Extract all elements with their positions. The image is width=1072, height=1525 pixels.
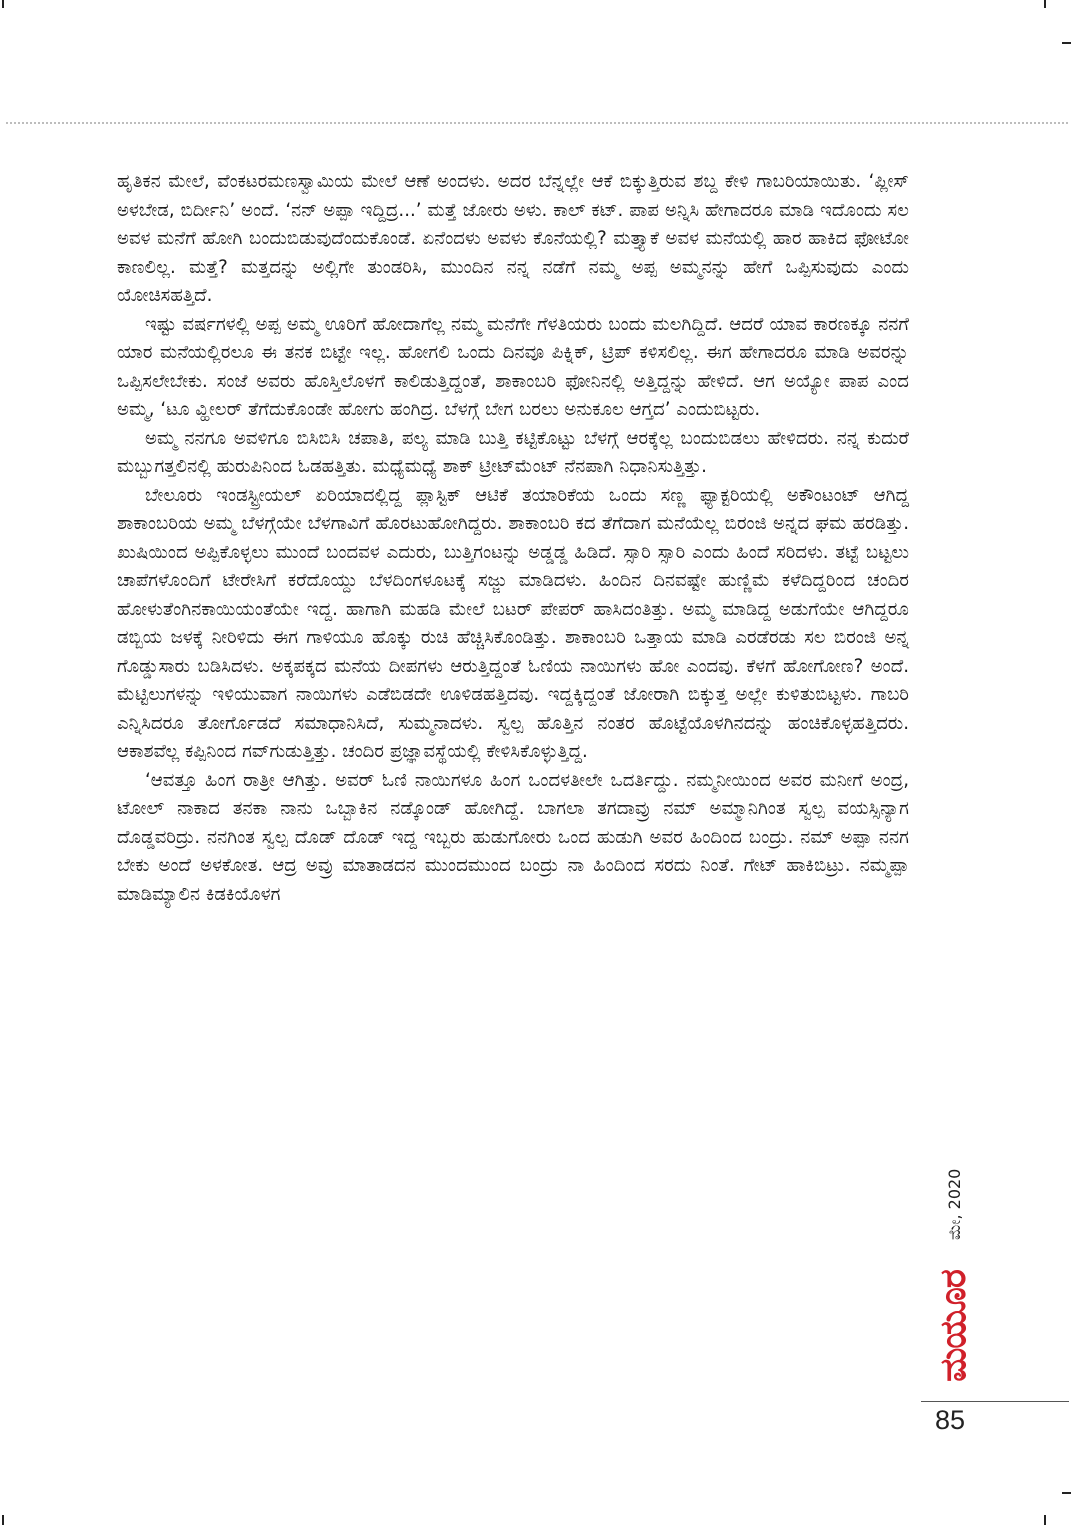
magazine-logo: ಮಯೂರ bbox=[933, 1270, 974, 1382]
paragraph: ಬೇಲೂರು ಇಂಡಸ್ಟ್ರೀಯಲ್ ಏರಿಯಾದಲ್ಲಿದ್ದ ಪ್ಲಾಸ್ಟಿಕ್ ಆಟಿಕೆ ತಯಾರಿಕೆಯ ಒಂದು ಸಣ್ಣ ಫ್ಯಾಕ್ಟರಿಯಲ್ಲಿ ಅಕೌಂಟಂಟ್ ಆಗಿದ್ದ ಶಾಕಾಂಬರಿಯ ಅಮ್ಮ ಬೆಳಗ್ಗೆಯೇ ಬೆಳಗಾವಿಗೆ ಹೊರಟುಹೋಗಿದ್ದರು. ಶಾಕಾಂಬರಿ ಕದ ತೆಗೆದಾಗ ಮನೆಯೆಲ್ಲ ಬಿರಂಜಿ ಅನ್ನದ ಘಮ ಹರಡಿತ್ತು. ಖುಷಿಯಿಂದ ಅಪ್ಪಿಕೊಳ್ಳಲು ಮುಂದೆ ಬಂದವಳ ಎದುರು, ಬುತ್ತಿಗಂಟನ್ನು ಅಡ್ಡಡ್ಡ ಹಿಡಿದೆ. ಸ್ಸಾರಿ ಸ್ಸಾರಿ ಎಂದು ಹಿಂದೆ ಸರಿದಳು. ತಟ್ಟೆ ಬಟ್ಟಲು ಚಾಪೆಗಳೊಂದಿಗೆ ಟೇರೇಸಿಗೆ ಕರೆದೊಯ್ದು ಬೆಳದಿಂಗಳೂಟಕ್ಕೆ ಸಜ್ಜು ಮಾಡಿದಳು. ಹಿಂದಿನ ದಿನವಷ್ಟೇ ಹುಣ್ಣಿಮೆ ಕಳೆದಿದ್ದರಿಂದ ಚಂದಿರ ಹೋಳುತೆಂಗಿನಕಾಯಿಯಂತೆಯೇ ಇದ್ದ. ಹಾಗಾಗಿ ಮಹಡಿ ಮೇಲೆ ಬಟರ್ ಪೇಪರ್ ಹಾಸಿದಂತಿತ್ತು. ಅಮ್ಮ ಮಾಡಿದ್ದ ಅಡುಗೆಯೇ ಆಗಿದ್ದರೂ ಡಬ್ಬಿಯ ಜಳಕ್ಕೆ ನೀರಿಳಿದು ಈಗ ಗಾಳಿಯೂ ಹೊಕ್ಕು ರುಚಿ ಹೆಚ್ಚಿಸಿಕೊಂಡಿತ್ತು. ಶಾಕಾಂಬರಿ ಒತ್ತಾಯ ಮಾಡಿ ಎರಡೆರಡು ಸಲ ಬಿರಂಜಿ ಅನ್ನ ಗೊಡ್ಡುಸಾರು ಬಡಿಸಿದಳು. ಅಕ್ಕಪಕ್ಕದ ಮನೆಯ ದೀಪಗಳು ಆರುತ್ತಿದ್ದಂತೆ ಓಣಿಯ ನಾಯಿಗಳು ಹೋ ಎಂದವು. ಕೆಳಗೆ ಹೋಗೋಣ? ಅಂದೆ. ಮೆಟ್ಟಿಲುಗಳನ್ನು ಇಳಿಯುವಾಗ ನಾಯಿಗಳು ಎಡೆಬಿಡದೇ ಊಳಿಡಹತ್ತಿದವು. ಇದ್ದಕ್ಕಿದ್ದಂತೆ ಜೋರಾಗಿ ಬಿಕ್ಕುತ್ತ ಅಲ್ಲೇ ಕುಳಿತುಬಿಟ್ಟಳು. ಗಾಬರಿ ಎನ್ನಿಸಿದರೂ ತೋರ್ಗೊಡದೆ ಸಮಾಧಾನಿಸಿದೆ, ಸುಮ್ಮನಾದಳು. ಸ್ವಲ್ಪ ಹೊತ್ತಿನ ನಂತರ ಹೊಟ್ಟೆಯೊಳಗಿನದನ್ನು ಹಂಚಿಕೊಳ್ಳಹತ್ತಿದರು. ಆಕಾಶವೆಲ್ಲ ಕಪ್ಪಿನಿಂದ ಗವ್‌ಗುಡುತ್ತಿತ್ತು. ಚಂದಿರ ಪ್ರಜ್ಞಾವಸ್ಥೆಯಲ್ಲಿ ಕೇಳಿಸಿಕೊಳ್ಳುತ್ತಿದ್ದ. bbox=[117, 484, 909, 762]
paragraph: ಹೃತಿಕನ ಮೇಲೆ, ವೆಂಕಟರಮಣಸ್ವಾಮಿಯ ಮೇಲೆ ಆಣೆ ಅಂದಳು. ಅದರ ಬೆನ್ನಲ್ಲೇ ಆಕೆ ಬಿಕ್ಕುತ್ತಿರುವ ಶಬ್ದ ಕೇಳಿ ಗಾಬರಿಯಾಯಿತು. ‘ಪ್ಲೀಸ್ ಅಳಬೇಡ, ಬಿರ್ದೀನಿ’ ಅಂದೆ. ‘ನನ್ ಅಪ್ಪಾ ಇದ್ದಿದ್ರ...’ ಮತ್ತೆ ಜೋರು ಅಳು. ಕಾಲ್ ಕಟ್. ಪಾಪ ಅನ್ನಿಸಿ ಹೇಗಾದರೂ ಮಾಡಿ ಇದೊಂದು ಸಲ ಅವಳ ಮನೆಗೆ ಹೋಗಿ ಬಂದುಬಿಡುವುದೆಂದುಕೊಂಡೆ. ಏನೆಂದಳು ಅವಳು ಕೊನೆಯಲ್ಲಿ? ಮತ್ತ್ಯಾಕೆ ಅವಳ ಮನೆಯಲ್ಲಿ ಹಾರ ಹಾಕಿದ ಫೋಟೋ ಕಾಣಲಿಲ್ಲ. ಮತ್ತೆ? ಮತ್ತದನ್ನು ಅಲ್ಲಿಗೇ ತುಂಡರಿಸಿ, ಮುಂದಿನ ನನ್ನ ನಡೆಗೆ ನಮ್ಮ ಅಪ್ಪ ಅಮ್ಮನನ್ನು ಹೇಗೆ ಒಪ್ಪಿಸುವುದು ಎಂದು ಯೋಚಿಸಹತ್ತಿದೆ. bbox=[117, 171, 909, 306]
article-body bbox=[117, 168, 909, 909]
header-dotted-divider bbox=[6, 122, 1068, 124]
crop-mark bbox=[2, 1515, 4, 1525]
crop-mark bbox=[2, 0, 4, 8]
paragraph: ಇಷ್ಟು ವರ್ಷಗಳಲ್ಲಿ ಅಪ್ಪ ಅಮ್ಮ ಊರಿಗೆ ಹೋದಾಗೆಲ್ಲ ನಮ್ಮ ಮನೆಗೇ ಗೆಳತಿಯರು ಬಂದು ಮಲಗಿದ್ದಿದೆ. ಆದರೆ ಯಾವ ಕಾರಣಕ್ಕೂ ನನಗೆ ಯಾರ ಮನೆಯಲ್ಲಿರಲೂ ಈ ತನಕ ಬಿಟ್ಟೇ ಇಲ್ಲ. ಹೋಗಲಿ ಒಂದು ದಿನವೂ ಪಿಕ್ನಿಕ್, ಟ್ರಿಪ್ ಕಳಿಸಲಿಲ್ಲ. ಈಗ ಹೇಗಾದರೂ ಮಾಡಿ ಅವರನ್ನು ಒಪ್ಪಿಸಲೇಬೇಕು. ಸಂಜೆ ಅವರು ಹೊಸ್ತಿಲೊಳಗೆ ಕಾಲಿಡುತ್ತಿದ್ದಂತೆ, ಶಾಕಾಂಬರಿ ಫೋನಿನಲ್ಲಿ ಅತ್ತಿದ್ದನ್ನು ಹೇಳಿದೆ. ಆಗ ಅಯ್ಯೋ ಪಾಪ ಎಂದ ಅಮ್ಮ, ‘ಟೂ ವ್ಹೀಲರ್ ತೆಗೆದುಕೊಂಡೇ ಹೋಗು ಹಂಗಿದ್ರ. ಬೆಳಗ್ಗೆ ಬೇಗ ಬರಲು ಅನುಕೂಲ ಆಗ್ತದ’ ಎಂದುಬಿಟ್ಟರು. bbox=[117, 313, 909, 420]
page-number: 85 bbox=[935, 1405, 966, 1435]
issue-date: ಮೇ, 2020 bbox=[945, 1168, 964, 1240]
crop-mark bbox=[1044, 0, 1046, 8]
paragraph: ‘ಆವತ್ತೂ ಹಿಂಗ ರಾತ್ರೀ ಆಗಿತ್ತು. ಅವರ್ ಓಣಿ ನಾಯಿಗಳೂ ಹಿಂಗ ಒಂದಳತೀಲೇ ಒದರ್ತಿದ್ದು. ನಮ್ಮನೀಯಿಂದ ಅವರ ಮನೀಗೆ ಅಂದ್ರ, ಟೋಲ್ ನಾಕಾದ ತನಕಾ ನಾನು ಒಬ್ಬಾಕಿನ ನಡ್ಕೊಂಡ್ ಹೋಗಿದ್ದೆ. ಬಾಗಲಾ ತಗದಾವ್ರು ನಮ್ ಅಮ್ಮಾನಿಗಿಂತ ಸ್ವಲ್ಪ ವಯಸ್ಸಿನ್ಯಾಗ ದೊಡ್ಡವರಿದ್ರು. ನನಗಿಂತ ಸ್ವಲ್ಪ ದೊಡ್ ದೊಡ್ ಇದ್ದ ಇಬ್ಬರು ಹುಡುಗೋರು ಒಂದ ಹುಡುಗಿ ಅವರ ಹಿಂದಿಂದ ಬಂದ್ರು. ನಮ್ ಅಪ್ಪಾ ನನಗ ಬೇಕು ಅಂದೆ ಅಳಕೋತ. ಆದ್ರ ಅವ್ರು ಮಾತಾಡದನ ಮುಂದಮುಂದ ಬಂದ್ರು ನಾ ಹಿಂದಿಂದ ಸರದು ನಿಂತೆ. ಗೇಟ್ ಹಾಕಿಬಿಟ್ರು. ನಮ್ಮಪ್ಪಾ ಮಾಡಿಮ್ಯಾಲಿನ ಕಿಡಕಿಯೊಳಗ bbox=[117, 769, 909, 905]
paragraph: ಅಮ್ಮ ನನಗೂ ಅವಳಿಗೂ ಬಿಸಿಬಿಸಿ ಚಪಾತಿ, ಪಲ್ಯ ಮಾಡಿ ಬುತ್ತಿ ಕಟ್ಟಿಕೊಟ್ಟು ಬೆಳಗ್ಗೆ ಆರಕ್ಕೆಲ್ಲ ಬಂದುಬಿಡಲು ಹೇಳಿದರು. ನನ್ನ ಕುದುರೆ ಮಬ್ಬುಗತ್ತಲಿನಲ್ಲಿ ಹುರುಪಿನಿಂದ ಓಡಹತ್ತಿತು. ಮಧ್ಯೆಮಧ್ಯೆ ಶಾಕ್ ಟ್ರೀಟ್‌ಮೆಂಟ್ ನೆನಪಾಗಿ ನಿಧಾನಿಸುತ್ತಿತ್ತು. bbox=[117, 427, 909, 477]
crop-mark bbox=[1062, 1492, 1071, 1494]
crop-mark bbox=[1062, 42, 1071, 44]
crop-mark bbox=[1044, 1515, 1046, 1525]
